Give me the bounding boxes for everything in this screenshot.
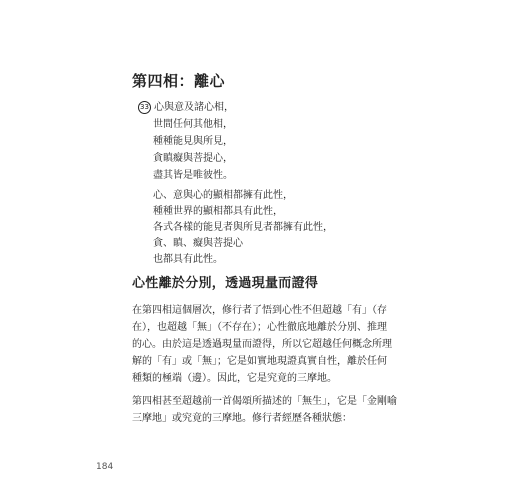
translation-line-4: 貪、瞋、癡與菩提心: [153, 238, 243, 249]
verse-line-2: 世間任何其他相，: [153, 119, 233, 130]
body-paragraph-1: [132, 302, 402, 387]
verse-line-1: [138, 99, 388, 116]
translation-line-2: 種種世界的顯相都具有此性，: [153, 206, 283, 217]
subsection-heading: 心性離於分別，透過現量而證得: [132, 276, 319, 291]
body-paragraph-2: [132, 393, 402, 427]
verse-line-3: 種種能見與所見，: [153, 136, 233, 147]
verse-number-badge: 33: [138, 101, 151, 114]
paragraph-line: 第四相甚至超越前一首偈頌所描述的「無生」，它是「金剛喻: [132, 396, 397, 407]
verse-line-4: 貪瞋癡與菩提心，: [153, 153, 233, 164]
translation-line-1: 心、意與心的顯相都擁有此性，: [153, 190, 293, 201]
paragraph-line: 的心。由於這是透過現量而證得，所以它超越任何概念所理: [132, 339, 392, 350]
paragraph-line: 種類的極端（邊）。因此，它是究竟的三摩地。: [132, 373, 337, 384]
verse-block: [138, 99, 388, 184]
page-number: 184: [96, 462, 114, 472]
paragraph-line: 在），也超越「無」（不存在）；心性徹底地離於分別、推理: [132, 322, 387, 333]
section-heading: 第四相：離心: [132, 72, 226, 90]
paragraph-line: 三摩地」或究竟的三摩地。修行者經歷各種狀態：: [132, 413, 352, 424]
verse-line-5: 盡其皆是唯彼性。: [153, 170, 233, 181]
paragraph-line: 在第四相這個層次，修行者了悟到心性不但超越「有」（存: [132, 305, 387, 316]
paragraph-line: 解的「有」或「無」；它是如實地現證真實自性，離於任何: [132, 356, 387, 367]
verse-translation: [153, 188, 403, 268]
translation-line-3: 各式各樣的能見者與所見者都擁有此性，: [153, 222, 333, 233]
translation-line-5: 也都具有此性。: [153, 254, 223, 265]
verse-line-text: 心與意及諸心相，: [154, 102, 234, 113]
